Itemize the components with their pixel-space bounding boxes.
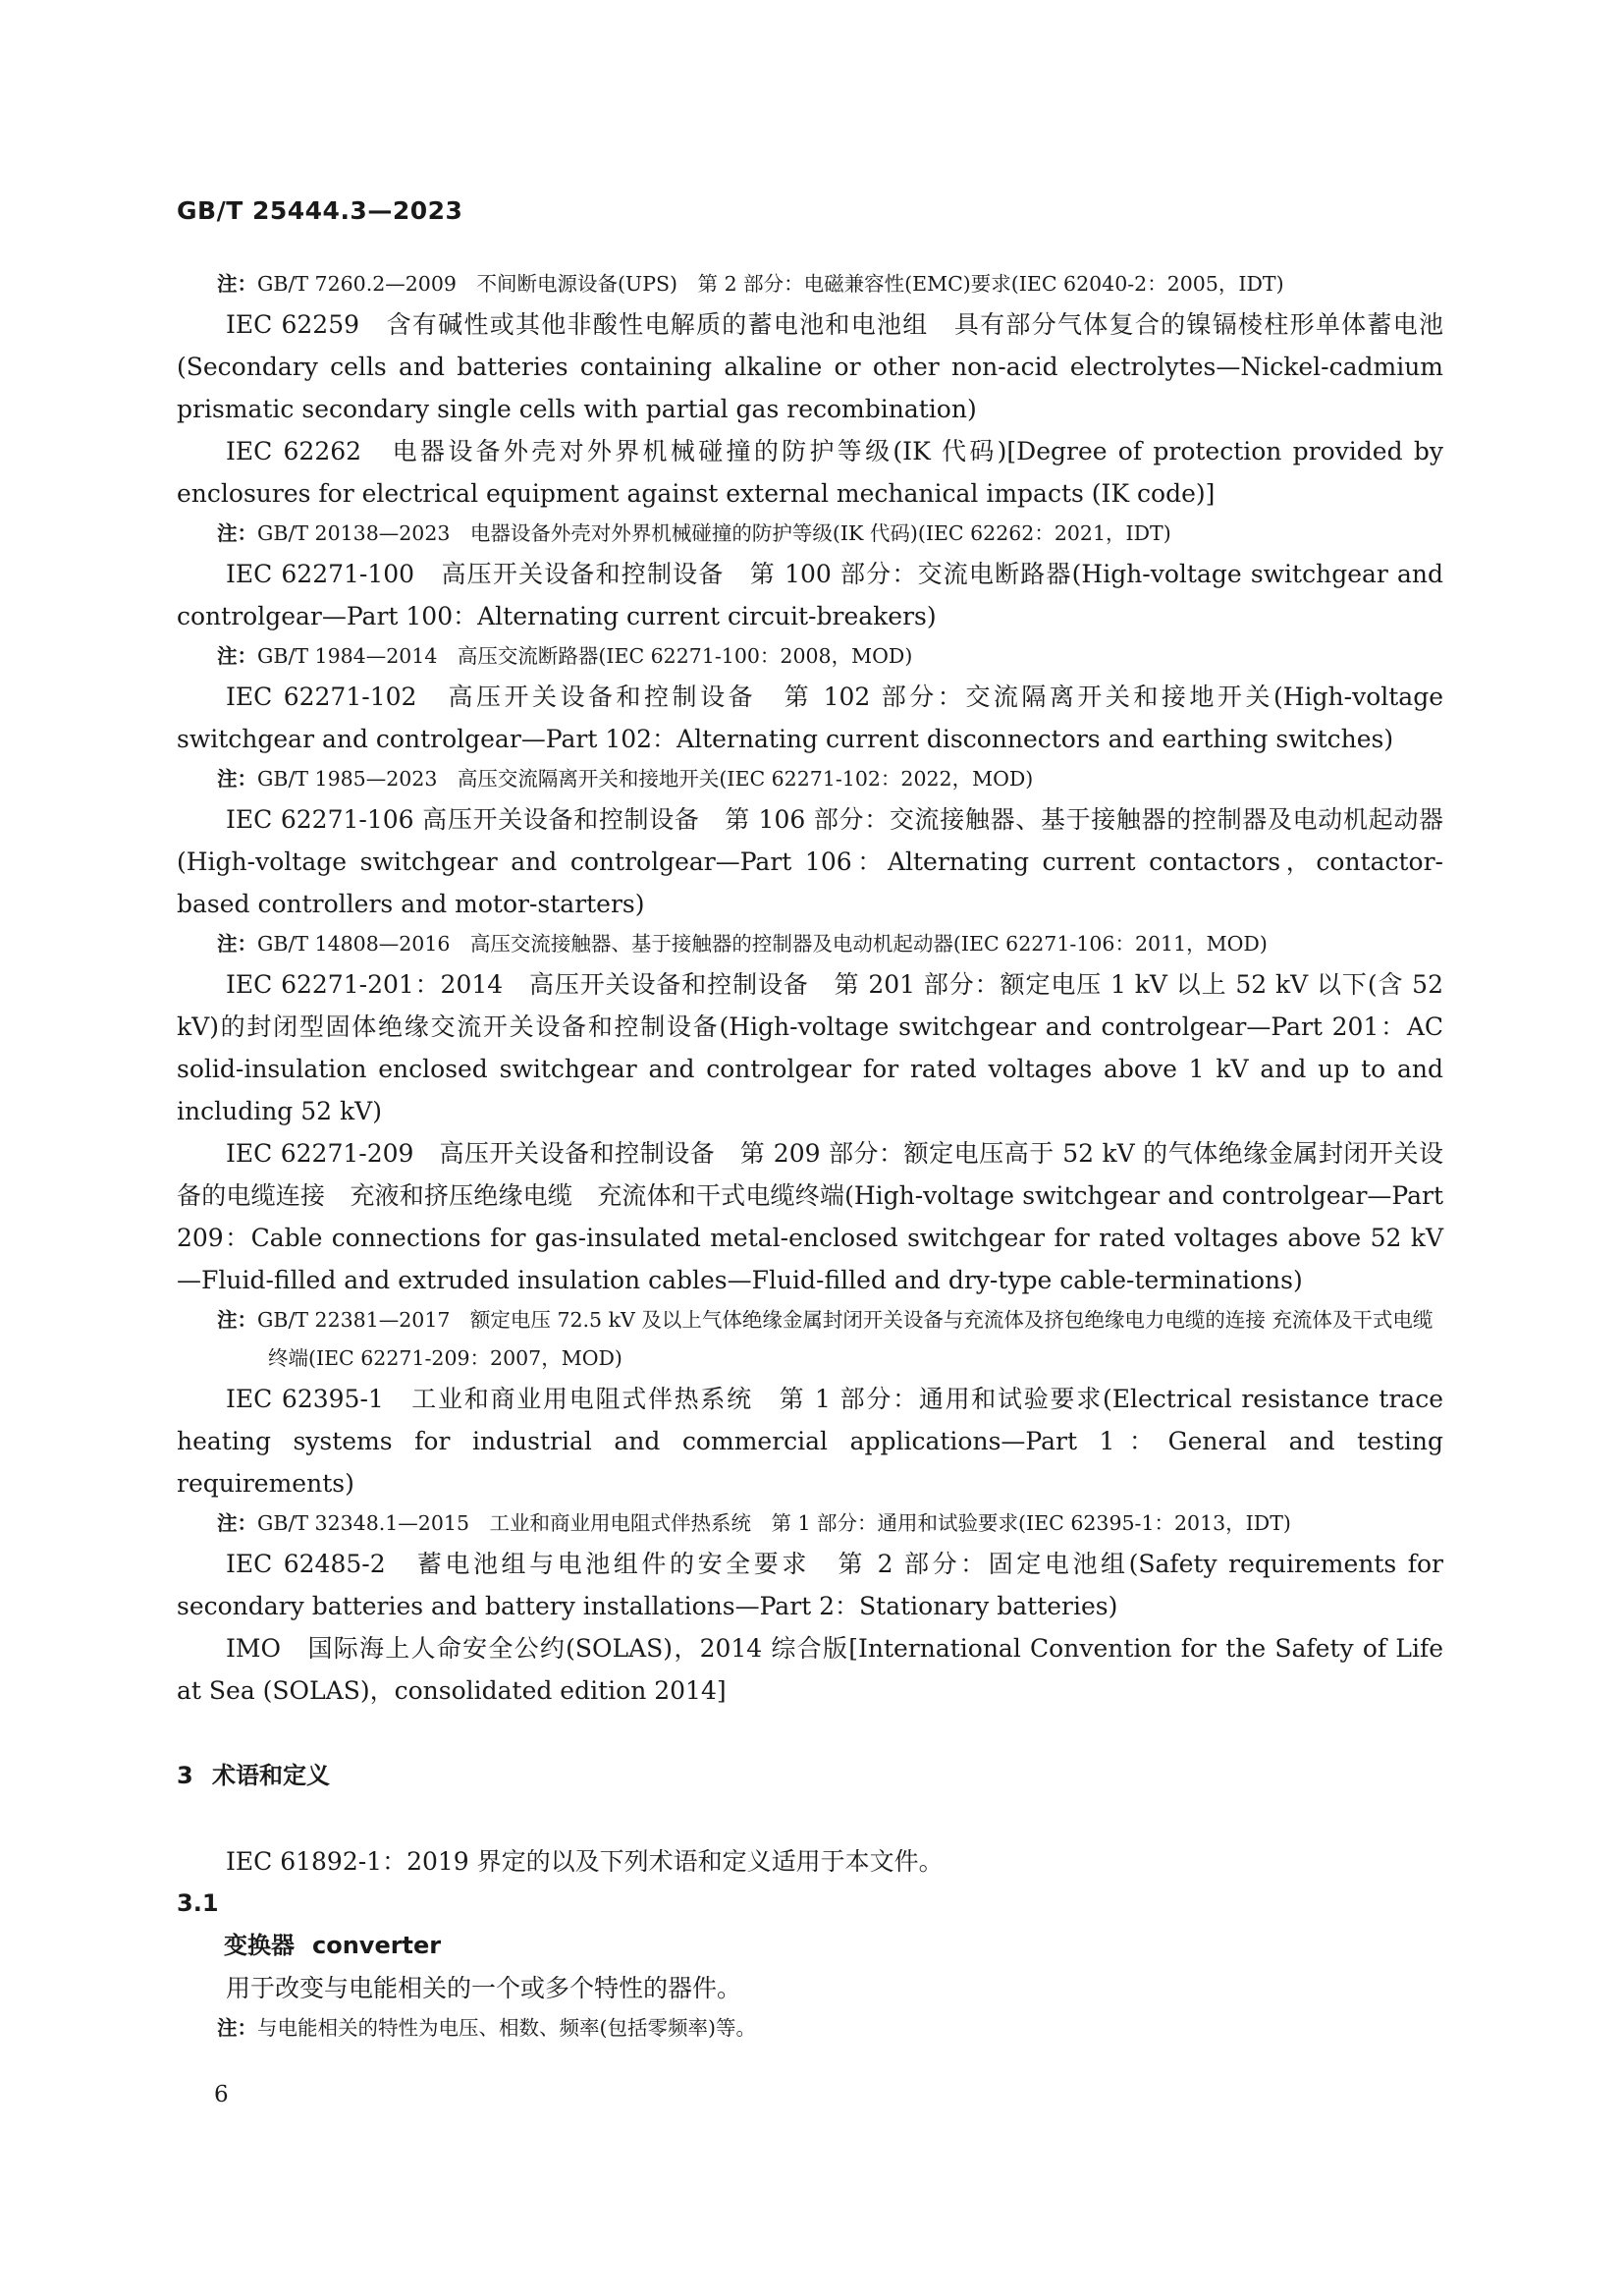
term-note-text: 与电能相关的特性为电压、相数、频率(包括零频率)等。 [257,2016,756,2040]
note-text: GB/T 32348.1—2015 工业和商业用电阻式伴热系统 第 1 部分：通用和试验要求(IEC 62395-1：2013，IDT) [257,1511,1291,1535]
reference-entry: IEC 62271-209 高压开关设备和控制设备 第 209 部分：额定电压高于 52 kV 的气体绝缘金属封闭开关设备的电缆连接 充液和挤压绝缘电缆 充流体和干式电缆终端(High-voltage switchgear and controlgear—Part 209：Cable connections for gas-insulated metal-enclosed switchgear for rated voltages above 52 kV—Fluid-filled and extruded insulation cables—Fluid-filled and dry-type cable-terminations) [177,1139,1443,1294]
term-note-label: 注： [217,2016,257,2040]
reference-entry: IEC 62395-1 工业和商业用电阻式伴热系统 第 1 部分：通用和试验要求(Electrical resistance trace heating systems for industrial and commercial applications—Part 1：General and testing requirements) [177,1385,1443,1498]
section-heading [177,1755,1443,1797]
term-number: 3.1 [177,1889,219,1917]
reference-note [177,1301,1443,1378]
normative-references-list [177,265,1443,1712]
reference-entry: IEC 62271-100 高压开关设备和控制设备 第 100 部分：交流电断路器(High-voltage switchgear and controlgear—Part 100：Alternating current circuit-breakers) [177,560,1443,630]
note-text: GB/T 1984—2014 高压交流断路器(IEC 62271-100：2008，MOD) [257,644,913,668]
reference-entry: IEC 62259 含有碱性或其他非酸性电解质的蓄电池和电池组 具有部分气体复合的镍镉棱柱形单体蓄电池(Secondary cells and batteries containing alkaline or other non-acid electrolytes—Nickel-cadmium prismatic secondary single cells with partial gas recombination) [177,310,1443,423]
reference-note [177,637,1443,676]
reference-note [177,515,1443,553]
reference-entry: IEC 62485-2 蓄电池组与电池组件的安全要求 第 2 部分：固定电池组(Safety requirements for secondary batteries and battery installations—Part 2：Stationary batteries) [177,1550,1443,1620]
note-text: GB/T 1985—2023 高压交流隔离开关和接地开关(IEC 62271-102：2022，MOD) [257,767,1034,791]
note-text: GB/T 22381—2017 额定电压 72.5 kV 及以上气体绝缘金属封闭开关设备与充流体及挤包绝缘电力电缆的连接 充流体及干式电缆终端(IEC 62271-209：2007，MOD) [257,1308,1434,1370]
reference-note [177,760,1443,798]
note-text: GB/T 14808—2016 高压交流接触器、基于接触器的控制器及电动机起动器(IEC 62271-106：2011，MOD) [257,932,1268,956]
section-title: 术语和定义 [212,1762,330,1789]
reference-entry: IEC 62271-201：2014 高压开关设备和控制设备 第 201 部分：额定电压 1 kV 以上 52 kV 以下(含 52 kV)的封闭型固体绝缘交流开关设备和控制设备(High-voltage switchgear and controlgear—Part 201：AC solid-insulation enclosed switchgear and controlgear for rated voltages above 1 kV and up to and including 52 kV) [177,970,1443,1125]
term-heading [177,1925,1443,1967]
term-chinese: 变换器 [224,1932,295,1959]
section-intro-paragraph: IEC 61892-1：2019 界定的以及下列术语和定义适用于本文件。 [226,1847,944,1876]
page-number: 6 [214,2082,229,2107]
note-label: 注： [217,272,257,296]
reference-note [177,265,1443,303]
reference-entry: IEC 62271-102 高压开关设备和控制设备 第 102 部分：交流隔离开关和接地开关(High-voltage switchgear and controlgear—Part 102：Alternating current disconnectors and earthing switches) [177,683,1443,753]
term-note [177,2009,1443,2048]
note-text: GB/T 20138—2023 电器设备外壳对外界机械碰撞的防护等级(IK 代码)(IEC 62262：2021，IDT) [257,521,1171,545]
section-number: 3 [177,1762,193,1789]
document-body [177,265,1443,2048]
note-label: 注： [217,932,257,956]
reference-note [177,925,1443,963]
note-label: 注： [217,767,257,791]
term-definition: 用于改变与电能相关的一个或多个特性的器件。 [226,1974,742,2002]
document-header-id: GB/T 25444.3—2023 [177,196,463,225]
note-label: 注： [217,521,257,545]
note-label: 注： [217,1511,257,1535]
reference-note [177,1504,1443,1543]
reference-entry: IMO 国际海上人命安全公约(SOLAS)，2014 综合版[International Convention for the Safety of Life at Sea (SOLAS)，consolidated edition 2014] [177,1634,1443,1705]
reference-entry: IEC 62262 电器设备外壳对外界机械碰撞的防护等级(IK 代码)[Degree of protection provided by enclosures for electrical equipment against external mechanical impacts (IK code)] [177,437,1443,508]
note-label: 注： [217,644,257,668]
reference-entry: IEC 62271-106 高压开关设备和控制设备 第 106 部分：交流接触器、基于接触器的控制器及电动机起动器(High-voltage switchgear and controlgear—Part 106：Alternating current contactors，contactor-based controllers and motor-starters) [177,805,1443,918]
term-english: converter [312,1932,442,1959]
note-text: GB/T 7260.2—2009 不间断电源设备(UPS) 第 2 部分：电磁兼容性(EMC)要求(IEC 62040-2：2005，IDT) [257,272,1284,296]
note-label: 注： [217,1308,257,1332]
